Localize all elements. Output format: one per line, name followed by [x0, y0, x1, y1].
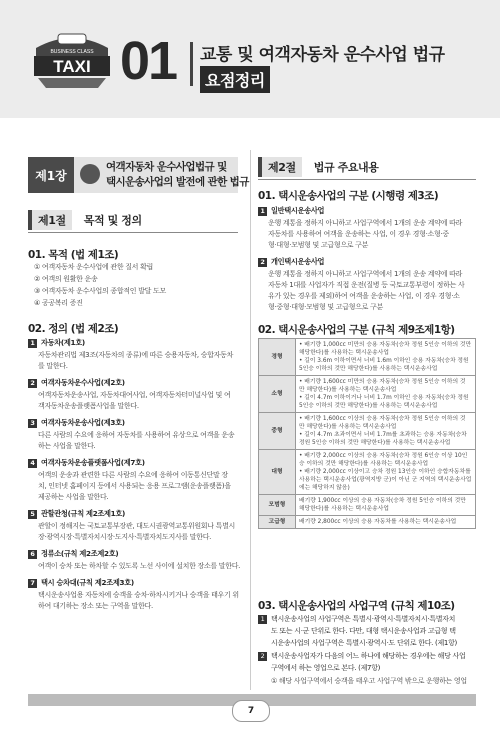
table-row [259, 376, 476, 413]
chapter-badge: 제1장 [28, 157, 74, 193]
definition-text: 택시운송사업용 자동차에 승객을 승차·하차시키거나 승객을 태우기 위 [38, 591, 239, 599]
header-divider [190, 42, 193, 86]
section-name: 법규 주요내용 [313, 161, 379, 174]
row-value: • 배기량 1,600cc 미만의 승용 자동차(승차 정원 5인승 이하의 것 만 해당한다)를 사용하는 택시운송사업 • 길이 4.7m 이하이거나 너비 1.7m 이하인 승용 자동차(승차 정원 5인승 이하의 것만 해당한다)를 사용하는 택시운송사업 [296, 376, 476, 413]
section-heading-2 [258, 157, 476, 177]
table-row [259, 495, 476, 516]
table-row [259, 450, 476, 495]
definition-text: 치, 인터넷 홈페이지 등에서 사용되는 응용 프로그램(운송플랫폼)을 [38, 482, 231, 490]
area-subitem: ① 해당 사업구역에서 승객을 태우고 사업구역 밖으로 운행하는 영업 [271, 677, 467, 685]
row-value: 배기량 1,900cc 이상의 승용 자동차(승차 정원 5인승 이하의 것만 해당한다)를 사용하는 택시운송사업 [296, 495, 476, 516]
chapter-heading-title: 여객자동차 운수사업법규 및 택시운송사업의 발전에 관한 법규 [106, 161, 249, 188]
definition-term: 5 관할관청(규칙 제2조제1호) [28, 509, 125, 519]
list-item: ③ 여객자동차 운수사업의 종합적인 발달 도모 [34, 287, 166, 295]
class-heading: 02. 택시운송사업의 구분 (규칙 제9조제1항) [258, 324, 455, 336]
area-item: 1 택시운송사업의 사업구역은 특별시·광역시·특별자치시·특별자치 [258, 614, 455, 625]
definition-term: 4 여객자동차운송플랫폼사업(제7호) [28, 458, 145, 468]
section-label: 제1절 [28, 210, 72, 230]
section-label: 제2절 [258, 157, 302, 177]
type-text: 자동차 1대를 사업자가 직접 운전(질병 등 국토교통부령이 정하는 사 [268, 281, 465, 289]
list-item: ④ 공공복리 증진 [34, 299, 83, 307]
definition-text: 자동차관리법 제3조(자동차의 종류)에 따른 승용자동차, 승합자동차 [38, 351, 234, 359]
page-number: 7 [232, 700, 270, 722]
definition-text: 제공하는 사업을 말한다. [38, 493, 109, 501]
type-text: 자동차를 사용하여 여객을 운송하는 사업, 이 경우 경형·소형·중 [268, 230, 449, 238]
section-name: 목적 및 정의 [83, 214, 142, 227]
definition-text: 관할이 정해지는 국토교통부장관, 대도시권광역교통위원회나 특별시 [38, 522, 236, 530]
list-item: ② 여객의 원활한 운송 [34, 275, 98, 283]
type-text: 유가 있는 경우를 제외)하여 여객을 운송하는 사업, 이 경우 경형·소 [268, 292, 460, 300]
row-value: • 배기량 1,000cc 미만의 승용 자동차(승차 정원 5인승 이하의 것만 해당한다)를 사용하는 택시운송사업 • 길이 3.6m 이하이면서 너비 1.6m 이하인 승용 자동차(승차 정원 5인승 이하의 것만 해당한다)를 사용하는 택시운송사업 [296, 339, 476, 376]
chapter-heading-box [28, 157, 249, 193]
logo-caption: BUSINESS CLASS [50, 49, 94, 55]
taxi-class-table [258, 338, 476, 529]
row-key: 대형 [259, 450, 296, 495]
definitions-heading: 02. 정의 (법 제2조) [28, 323, 119, 335]
definition-text: 여객의 운송과 관련한 다른 사람의 수요에 응하여 이동통신단말 장 [38, 471, 228, 479]
definition-text: 를 말한다. [38, 362, 68, 370]
row-key: 모범형 [259, 495, 296, 516]
chapter-header [0, 0, 500, 118]
definition-text: 여객이 승차 또는 하차할 수 있도록 노선 사이에 설치한 장소를 말한다. [38, 562, 241, 570]
area-heading: 03. 택시운송사업의 사업구역 (규칙 제10조) [258, 600, 455, 612]
definition-term: 2 여객자동차운수사업(제2호) [28, 378, 125, 388]
definition-term: 1 자동차(제1호) [28, 338, 85, 348]
chapter-subtitle: 요점정리 [200, 66, 270, 93]
row-value: 배기량 2,800cc 이상의 승용 자동차를 사용하는 택시운송사업 [296, 516, 476, 529]
area-text: 도 또는 시·군 단위로 한다. 다만, 대형 택시운송사업과 고급형 택 [271, 627, 456, 635]
logo-text: TAXI [53, 57, 91, 76]
definition-term: 7 택시 승차대(규칙 제2조제3호) [28, 578, 134, 588]
row-value: • 배기량 2,000cc 이상의 승용 자동차(승차 정원 6인승 이상 10인 승 이하의 것만 해당한다)를 사용하는 택시운송사업 • 배기량 2,000cc 이상이고 승차 정원 13인승 이하인 승합자동차를 사용하는 택시운송사업(광역지방 군)이 아닌 군 지역의 택시운송사업 에는 해당하지 않음) [296, 450, 476, 495]
chapter-title: 교통 및 여객자동차 운수사업 법규 [200, 45, 445, 65]
row-value: • 배기량 1,600cc 이상의 승용 자동차(승차 정원 5인승 이하의 것 만 해당한다)를 사용하는 택시운송사업 • 길이 4.7m 초과이면서 너비 1.7m를 초과하는 승용 자동차(승차 정원 5인승 이하의 것만 해당한다)를 사용하는 택시운송사업 [296, 413, 476, 450]
section-heading-1 [28, 210, 238, 230]
definition-term: 6 정류소(규칙 제2조제2호) [28, 549, 118, 559]
type-text: 운행 계통을 정하지 아니하고 사업구역에서 1개의 운송 계약에 따라 [268, 219, 463, 227]
types-heading: 01. 택시운송사업의 구분 (시행령 제3조) [258, 190, 439, 202]
definition-term: 3 여객자동차운송사업(제3호) [28, 418, 125, 428]
list-item: ① 여객자동차 운수사업에 관한 질서 확립 [34, 263, 153, 271]
area-text: 구역에서 하는 영업으로 본다. (제7항) [271, 664, 381, 672]
type-term: 2 개인택시운송사업 [258, 257, 324, 267]
row-key: 중형 [259, 413, 296, 450]
definition-text: 객자동차운송플랫폼사업을 말한다. [38, 402, 139, 410]
type-text: 운행 계통을 정하지 아니하고 사업구역에서 1개의 운송 계약에 따라 [268, 270, 463, 278]
column-divider [250, 150, 251, 690]
definition-text: 장·광역시장·특별자치시장·도지사·특별자치도지사를 말한다. [38, 533, 212, 541]
row-key: 소형 [259, 376, 296, 413]
definition-text: 다른 사람의 수요에 응하여 자동차를 사용하여 유상으로 여객을 운송 [38, 431, 235, 439]
purpose-heading: 01. 목적 (법 제1조) [28, 249, 119, 261]
row-key: 고급형 [259, 516, 296, 529]
area-item: 2 택시운송사업자가 다음의 어느 하나에 해당하는 경우에는 해당 사업 [258, 651, 465, 662]
table-row [259, 516, 476, 529]
chapter-number: 01 [120, 31, 177, 91]
table-row [259, 413, 476, 450]
type-term: 1 일반택시운송사업 [258, 206, 324, 216]
area-text: 시운송사업의 사업구역은 특별시·광역시·도 단위로 한다. (제1항) [271, 639, 457, 647]
type-text: 형·중형·대형·모범형 및 고급형으로 구분 [268, 303, 383, 311]
table-row [259, 339, 476, 376]
definition-text: 하는 사업을 말한다. [38, 442, 96, 450]
steering-wheel-icon [80, 164, 100, 184]
taxi-logo [28, 26, 116, 98]
definition-text: 여객자동차운송사업, 자동차대여사업, 여객자동차터미널사업 및 여 [38, 391, 231, 399]
type-text: 형·대형·모범형 및 고급형으로 구분 [268, 241, 369, 249]
row-key: 경형 [259, 339, 296, 376]
definition-text: 하여 대기하는 장소 또는 구역을 말한다. [38, 602, 153, 610]
